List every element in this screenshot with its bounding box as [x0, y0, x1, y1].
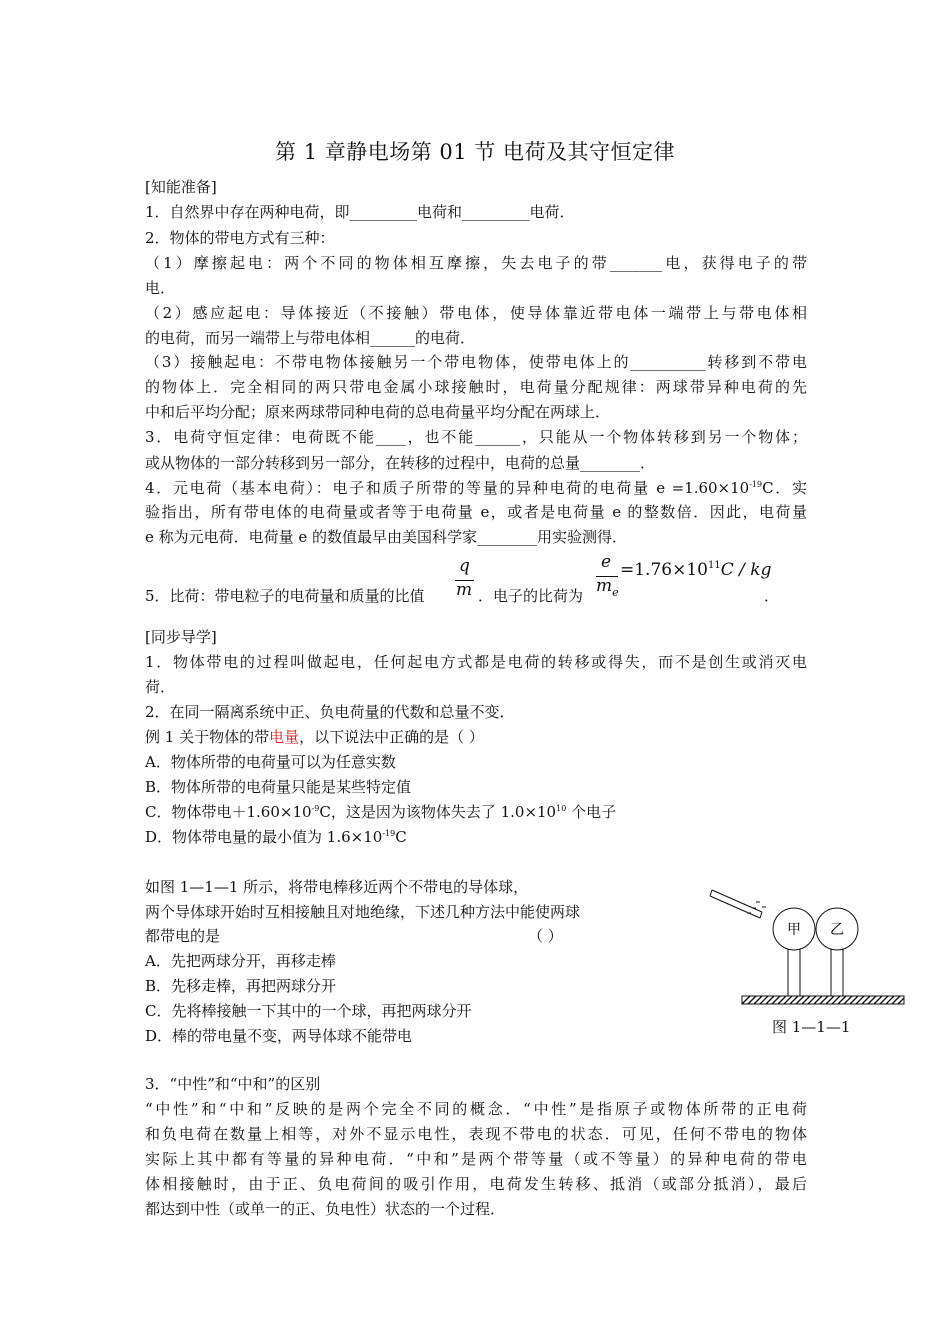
prep-line-6: 的电荷，而另一端带上与带电体相______的电荷． — [145, 329, 476, 347]
example-2-line-2: 两个导体球开始时互相接触且对地绝缘，下述几种方法中能使两球 — [145, 903, 581, 921]
section-header-sync: [同步导学] — [145, 628, 217, 646]
page-title: 第 1 章静电场第 01 节 电荷及其守恒定律 — [275, 140, 675, 164]
example-2-option-c: C．先将棒接触一下其中的一个球，再把两球分开 — [145, 1002, 472, 1020]
example-1-option-a: A．物体所带的电荷量可以为任意实数 — [145, 753, 396, 771]
charge-mass-ratio-value: $=1.76\times 10^{11}C$ / kg — [620, 560, 772, 580]
section-3-line-1: “中性”和“中和”反映的是两个完全不同的概念．“中性”是指原子或物体所带的正电荷 — [145, 1100, 807, 1118]
example-2-line-1: 如图 1—1—1 所示，将带电棒移近两个不带电的导体球， — [145, 878, 529, 896]
section-3-line-5: 都达到中性（或单一的正、负电性）状态的一个过程． — [145, 1200, 506, 1218]
prep-line-15-pre: 5．比荷：带电粒子的电荷量和质量的比值 — [145, 587, 425, 605]
rod-charge-marks — [747, 902, 766, 913]
prep-line-2: 2．物体的带电方式有三种： — [145, 229, 335, 247]
section-3-line-4: 体相接触时，由于正、负电荷间的吸引作用，电荷发生转移、抵消（或部分抵消），最后 — [145, 1175, 807, 1193]
example-1-option-b: B．物体所带的电荷量只能是某些特定值 — [145, 778, 412, 796]
prep-line-5: （2）感应起电：导体接近（不接触）带电体，使导体靠近带电体一端带上与带电体相 — [145, 304, 807, 322]
example-2-option-d: D．棒的带电量不变，两导体球不能带电 — [145, 1027, 413, 1045]
section-3-line-2: 和负电荷在数量上相等，对外不显示电性，表现不带电的状态．可见，任何不带电的物体 — [145, 1125, 807, 1143]
example-2-option-b: B．先移走棒，再把两球分开 — [145, 977, 337, 995]
prep-line-10: 3．电荷守恒定律：电荷既不能____，也不能______，只能从一个物体转移到另一个物体； — [145, 428, 807, 446]
prep-line-13: 验指出，所有带电体的电荷量或者等于电荷量 e，或者是电荷量 e 的整数倍．因此，电荷量 — [145, 503, 807, 521]
section-3-title: 3．“中性”和“中和”的区别 — [145, 1075, 321, 1093]
charged-rod — [710, 890, 762, 918]
sphere-label-yi: 乙 — [830, 922, 844, 938]
example-2-answer-paren: （ ） — [528, 927, 563, 945]
ground-hatch — [742, 996, 904, 1004]
example-2-line-3: 都带电的是 — [145, 927, 221, 945]
fraction-q-over-m — [455, 556, 475, 600]
sync-line-1: 1．物体带电的过程叫做起电，任何起电方式都是电荷的转移或得失，而不是创生或消灭电 — [145, 653, 807, 671]
prep-line-4: 电． — [145, 279, 176, 297]
fraction-numerator: q — [459, 556, 470, 576]
figure-caption: 图 1—1—1 — [772, 1018, 851, 1036]
prep-line-9: 中和后平均分配；原来两球带同种电荷的总电荷量平均分配在两球上． — [145, 403, 611, 421]
sync-line-3: 2．在同一隔离系统中正、负电荷量的代数和总量不变． — [145, 703, 515, 721]
example-2-option-a: A．先把两球分开，再移走棒 — [145, 952, 336, 970]
fraction-e-over-me — [596, 552, 620, 602]
fraction-denominator: $m_e$ — [596, 576, 619, 599]
prep-line-1: 1．自然界中存在两种电荷，即_________电荷和_________电荷． — [145, 203, 575, 221]
fraction-numerator: e — [601, 552, 612, 572]
section-3-line-3: 实际上其中都有等量的异种电荷．“中和”是两个带等量（或不等量）的异种电荷的带电 — [145, 1150, 807, 1168]
prep-line-7: （3）接触起电：不带电物体接触另一个带电物体，使带电体上的__________转移到不带电 — [145, 353, 807, 371]
example-1-option-d: D．物体带电量的最小值为 $1.6\times 10^{-19}C$ — [145, 828, 407, 846]
figure-conductor-spheres — [700, 880, 910, 1015]
prep-line-15-end: ． — [764, 587, 780, 605]
exponent: -19 — [749, 480, 763, 489]
example-1-question: 例 1 关于物体的带电量，以下说法中正确的是（ ） — [145, 728, 484, 746]
prep-line-11: 或从物体的一部分转移到另一部分，在转移的过程中，电荷的总量________． — [145, 454, 656, 472]
example-1-option-c: C．物体带电$+1.60\times 10^{-9}C$，这是因为该物体失去了 $1.0\times 10^{10}$ 个电子 — [145, 803, 617, 821]
sphere-label-jia: 甲 — [787, 922, 801, 938]
prep-line-14: e 称为元电荷．电荷量 e 的数值最早由美国科学家________用实验测得． — [145, 528, 628, 546]
sync-line-2: 荷． — [145, 678, 176, 696]
prep-line-8: 的物体上．完全相同的两只带电金属小球接触时，电荷量分配规律：两球带异种电荷的先 — [145, 378, 807, 396]
fraction-denominator: m — [456, 580, 473, 600]
section-header-prep: [知能准备] — [145, 178, 217, 196]
prep-line-12: 4．元电荷（基本电荷）：电子和质子所带的等量的异种电荷的电荷量 $e =1.60\times 10^{-19}C$．实 — [145, 479, 807, 497]
prep-line-15-mid: ．电子的比荷为 — [478, 587, 584, 605]
prep-line-3: （1）摩擦起电：两个不同的物体相互摩擦，失去电子的带_______电，获得电子的带 — [145, 254, 807, 272]
